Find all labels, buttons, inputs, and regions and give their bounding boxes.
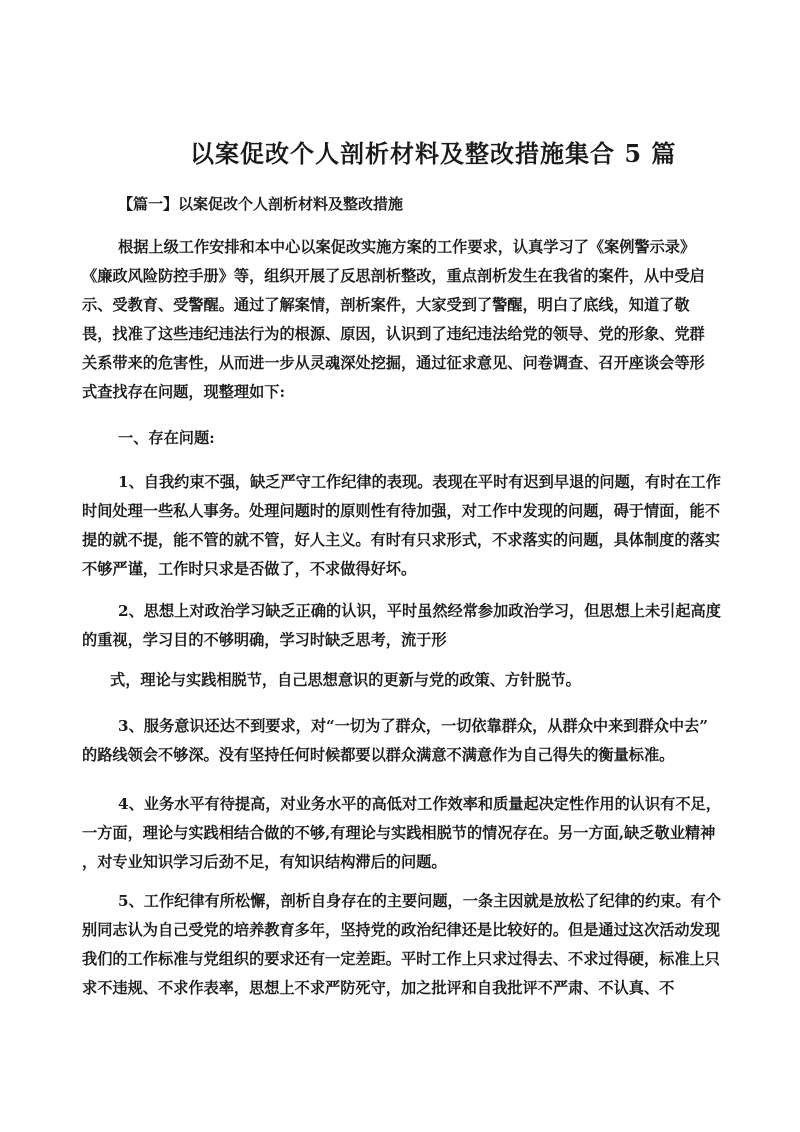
paragraph-line: ，对专业知识学习后劲不足，有知识结构滞后的问题。 xyxy=(82,853,447,871)
paragraph-line: 我们的工作标准与党组织的要求还有一定差距。平时工作上只求过得去、不求过得硬，标准上只 xyxy=(82,950,720,968)
section-heading: 一、存在问题: xyxy=(118,429,215,447)
problem-item-2-continued: 式，理论与实践相脱节，自己思想意识的更新与党的政策、方针脱节。 xyxy=(110,671,581,689)
paragraph-line: 一方面，理论与实践相结合做的不够,有理论与实践相脱节的情况存在。另一方面,缺乏敬业精神 xyxy=(82,824,716,842)
paragraph-line: 5、工作纪律有所松懈，剖析自身存在的主要问题，一条主因就是放松了纪律的约束。有个 xyxy=(118,892,721,910)
paragraph-line: 根据上级工作安排和本中心以案促改实施方案的工作要求，认真学习了《案例警示录》 xyxy=(118,238,696,256)
paragraph-line: 畏，找准了这些违纪违法行为的根源、原因，认识到了违纪违法给党的领导、党的形象、党群 xyxy=(82,325,705,343)
paragraph-line: 不够严谨，工作时只求是否做了，不求做得好坏。 xyxy=(82,560,417,578)
paragraph-line: 关系带来的危害性，从而进一步从灵魂深处挖掘，通过征求意见、问卷调查、召开座谈会等形 xyxy=(82,354,705,372)
paragraph-line: 4、业务水平有待提高，对业务水平的高低对工作效率和质量起决定性作用的认识有不足， xyxy=(118,795,721,813)
paragraph-line: 式查找存在问题，现整理如下: xyxy=(82,383,286,401)
article-subheading: 【篇一】以案促改个人剖析材料及整改措施 xyxy=(118,195,404,213)
problem-item-2 xyxy=(82,597,722,655)
paragraph-line: 时间处理一些私人事务。处理问题时的原则性有待加强，对工作中发现的问题，碍于情面，能不 xyxy=(82,502,720,520)
paragraph-line: 《廉政风险防控手册》等，组织开展了反思剖析整改，重点剖析发生在我省的案件，从中受启 xyxy=(82,267,705,285)
paragraph-line: 2、思想上对政治学习缺乏正确的认识，平时虽然经常参加政治学习，但思想上未引起高度 xyxy=(118,602,721,620)
problem-item-4 xyxy=(82,790,722,877)
paragraph-line: 3、服务意识还达不到要求，对“一切为了群众，一切依靠群众，从群众中来到群众中去” xyxy=(118,717,708,735)
paragraph-line: 示、受教育、受警醒。通过了解案情，剖析案件，大家受到了警醒，明白了底线，知道了敬 xyxy=(82,296,690,314)
paragraph-line: 求不违规、不求作表率，思想上不求严防死守，加之批评和自我批评不严肃、不认真、不 xyxy=(82,979,675,997)
problem-item-5 xyxy=(82,887,722,1003)
intro-paragraph xyxy=(82,233,722,407)
paragraph-line: 别同志认为自己受党的培养教育多年，坚持党的政治纪律还是比较好的。但是通过这次活动发现 xyxy=(82,921,720,939)
paragraph-line: 提的就不提，能不管的就不管，好人主义。有时有只求形式，不求落实的问题，具体制度的落实 xyxy=(82,531,720,549)
paragraph-line: 的路线领会不够深。没有坚持任何时候都要以群众满意不满意作为自己得失的衡量标准。 xyxy=(82,746,675,764)
paragraph-line: 的重视，学习目的不够明确，学习时缺乏思考，流于形 xyxy=(82,631,447,649)
paragraph-line: 1、自我约束不强，缺乏严守工作纪律的表现。表现在平时有迟到早退的问题，有时在工作 xyxy=(118,473,721,491)
problem-item-3 xyxy=(82,712,722,770)
problem-item-1 xyxy=(82,468,722,584)
document-title: 以案促改个人剖析材料及整改措施集合 5 篇 xyxy=(190,139,677,168)
